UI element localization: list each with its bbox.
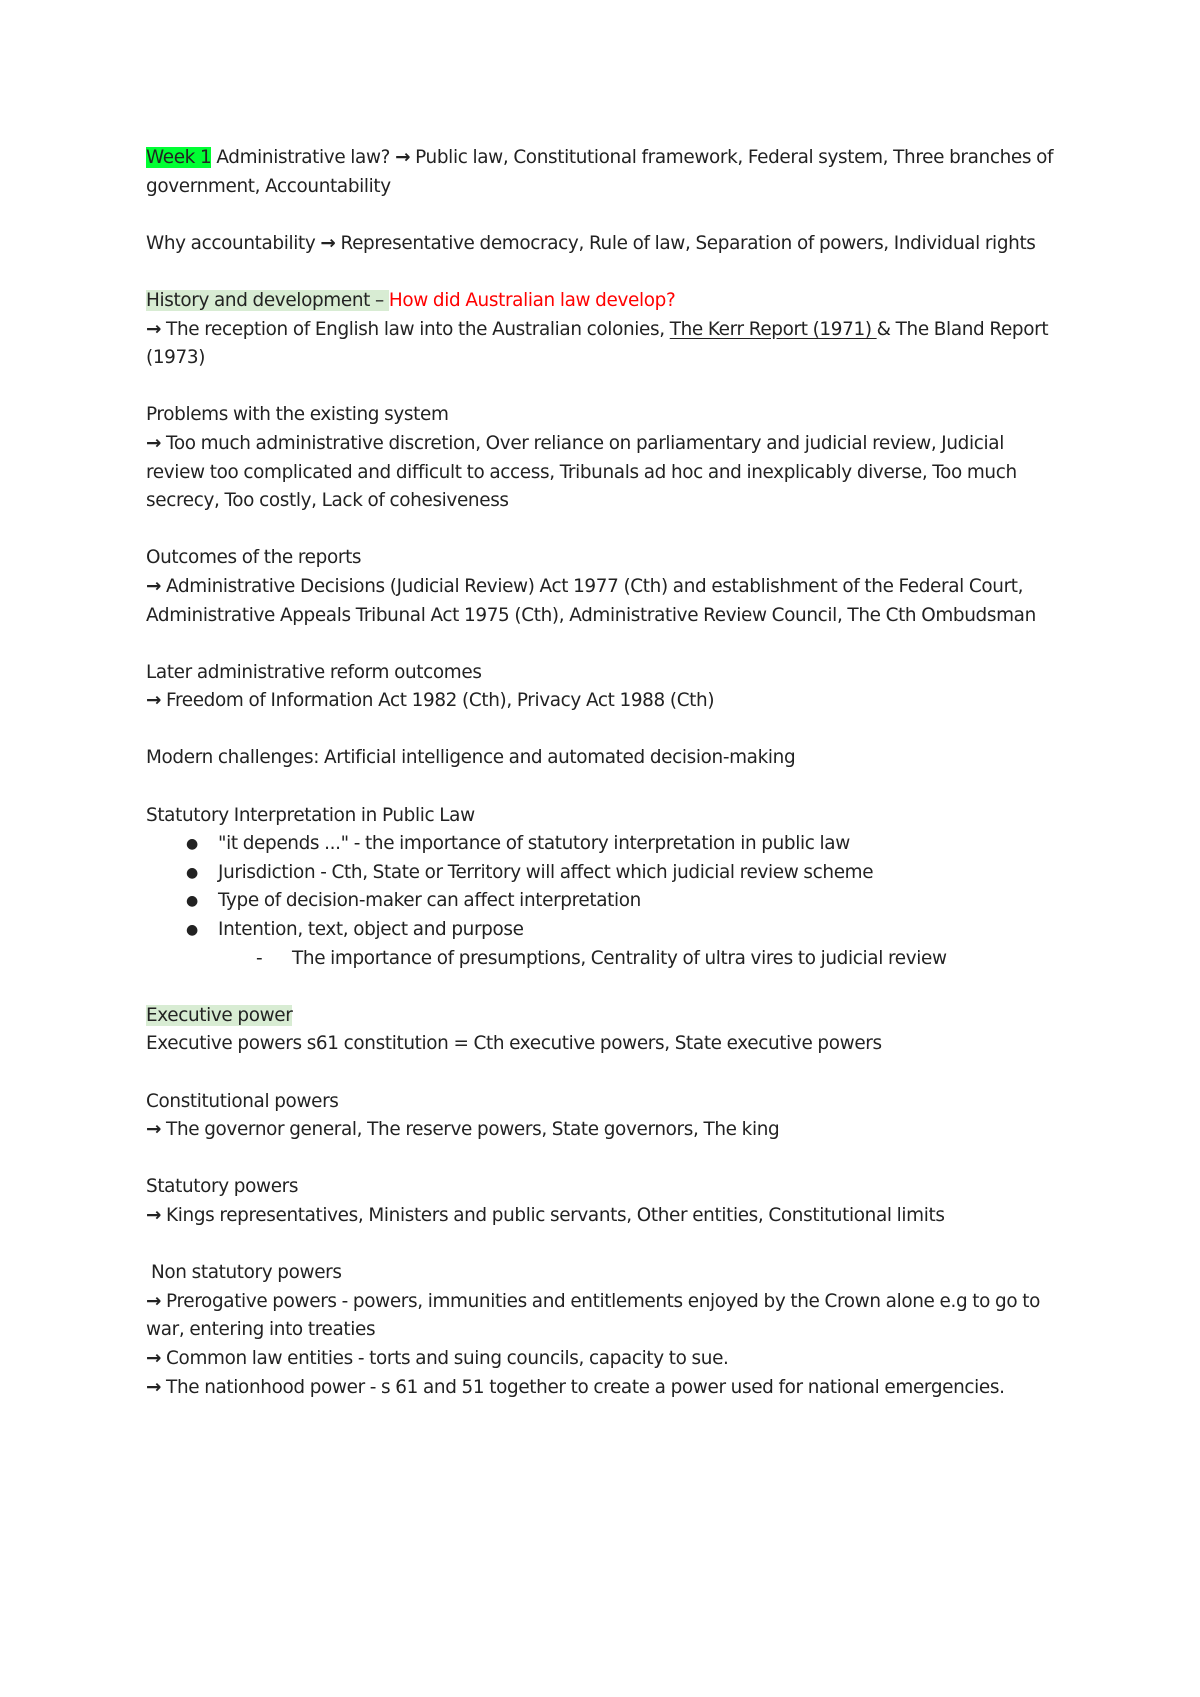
week1-tag: Week 1 — [146, 147, 212, 168]
later-paragraph — [146, 659, 1066, 716]
later-text: Freedom of Information Act 1982 (Cth), Privacy Act 1988 (Cth) — [161, 690, 715, 712]
list-item-text: Intention, text, object and purpose — [218, 919, 524, 941]
outcomes-paragraph — [146, 544, 1066, 630]
arrow-icon: → — [146, 575, 162, 597]
problems-heading: Problems with the existing system — [146, 404, 449, 426]
arrow-icon: → — [146, 1204, 162, 1226]
statutory-heading: Statutory Interpretation in Public Law — [146, 804, 475, 826]
document-content — [146, 144, 1066, 1431]
why-text: Why accountability — [146, 232, 321, 254]
arrow-icon: → — [146, 1376, 162, 1398]
non-statutory-item-text: The nationhood power - s 61 and 51 together to create a power used for national emergencies. — [161, 1376, 1005, 1398]
bullet-icon: ● — [186, 922, 198, 939]
list-item — [146, 859, 1066, 888]
non-statutory-item — [146, 1374, 1066, 1403]
bullet-icon: ● — [186, 836, 198, 853]
list-item — [146, 916, 1066, 945]
list-item — [146, 830, 1066, 859]
history-heading — [146, 290, 389, 311]
later-body — [146, 687, 1066, 716]
arrow-icon: → — [146, 1347, 162, 1369]
non-statutory-item — [146, 1288, 1066, 1345]
arrow-icon: → — [146, 1119, 162, 1141]
history-paragraph — [146, 287, 1066, 373]
executive-text: Executive powers s61 constitution = Cth executive powers, State executive powers — [146, 1033, 882, 1055]
history-body — [146, 316, 1066, 373]
executive-heading: Executive power — [146, 1004, 293, 1026]
sub-list-item — [146, 945, 1066, 974]
later-heading: Later administrative reform outcomes — [146, 661, 482, 683]
constitutional-body — [146, 1116, 1066, 1145]
constitutional-text: The governor general, The reserve powers, State governors, The king — [161, 1119, 780, 1141]
sub-list-item-text: The importance of presumptions, Centrality of ultra vires to judicial review — [292, 947, 947, 969]
statutory-bullet-list — [146, 830, 1066, 944]
non-statutory-item — [146, 1345, 1066, 1374]
arrow-icon: → — [146, 318, 162, 340]
week1-paragraph — [146, 144, 1066, 201]
statutory-powers-body — [146, 1202, 1066, 1231]
problems-body — [146, 430, 1066, 516]
statutory-powers-paragraph — [146, 1173, 1066, 1230]
bullet-icon: ● — [186, 893, 198, 910]
non-statutory-item-text: Common law entities - torts and suing councils, capacity to sue. — [161, 1347, 729, 1369]
list-item — [146, 887, 1066, 916]
history-heading-line — [146, 287, 1066, 316]
why-rest: Representative democracy, Rule of law, Separation of powers, Individual rights — [335, 232, 1036, 254]
list-item-text: Jurisdiction - Cth, State or Territory will affect which judicial review scheme — [218, 861, 874, 883]
kerr-report-link: The Kerr Report (1971) — [669, 318, 877, 340]
statutory-sub-list — [146, 945, 1066, 974]
arrow-icon: → — [146, 1290, 162, 1312]
statutory-interpretation-section — [146, 802, 1066, 974]
history-heading-text: History and development — [146, 289, 370, 311]
bullet-icon: ● — [186, 864, 198, 881]
modern-paragraph: Modern challenges: Artificial intelligence and automated decision-making — [146, 747, 796, 769]
arrow-icon: → — [146, 690, 162, 712]
constitutional-paragraph — [146, 1088, 1066, 1145]
list-item-text: Type of decision-maker can affect interpretation — [218, 890, 641, 912]
non-statutory-paragraph — [146, 1259, 1066, 1402]
executive-paragraph — [146, 1002, 1066, 1059]
list-item-text: "it depends ..." - the importance of statutory interpretation in public law — [218, 833, 850, 855]
statutory-powers-heading: Statutory powers — [146, 1176, 299, 1198]
non-statutory-item-text: Prerogative powers - powers, immunities and entitlements enjoyed by the Crown alone e.g to go to war, entering into treaties — [146, 1290, 1041, 1341]
history-line-end: & The Bland Report (1973) — [146, 318, 1049, 369]
arrow-icon: → — [395, 147, 411, 168]
history-line-start: The reception of English law into the Australian colonies, — [161, 318, 670, 340]
why-paragraph — [146, 230, 1066, 259]
problems-text: Too much administrative discretion, Over reliance on parliamentary and judicial review, Judicial review too complicated and difficult to access, Tribunals ad hoc and inexplicably diverse, Too much secrecy, Too costly, Lack of cohesiveness — [146, 432, 1017, 512]
non-statutory-heading: Non statutory powers — [151, 1262, 342, 1284]
statutory-powers-text: Kings representatives, Ministers and public servants, Other entities, Constitutional limits — [161, 1204, 945, 1226]
week1-text: Administrative law? — [211, 147, 396, 168]
outcomes-heading: Outcomes of the reports — [146, 547, 362, 569]
dash-icon: - — [256, 947, 263, 969]
arrow-icon: → — [320, 232, 336, 254]
week1-rest: Public law, Constitutional framework, Federal system, Three branches of government, Accountability — [146, 147, 1054, 197]
history-separator: – — [370, 289, 389, 311]
executive-heading-line — [146, 1002, 1066, 1031]
outcomes-body — [146, 573, 1066, 630]
constitutional-heading: Constitutional powers — [146, 1090, 339, 1112]
problems-paragraph — [146, 401, 1066, 515]
history-question: How did Australian law develop? — [388, 289, 676, 311]
arrow-icon: → — [146, 432, 162, 454]
outcomes-text: Administrative Decisions (Judicial Review) Act 1977 (Cth) and establishment of the Federal Court, Administrative Appeals Tribunal Act 1975 (Cth), Administrative Review Council, The Cth Ombudsman — [146, 575, 1036, 626]
